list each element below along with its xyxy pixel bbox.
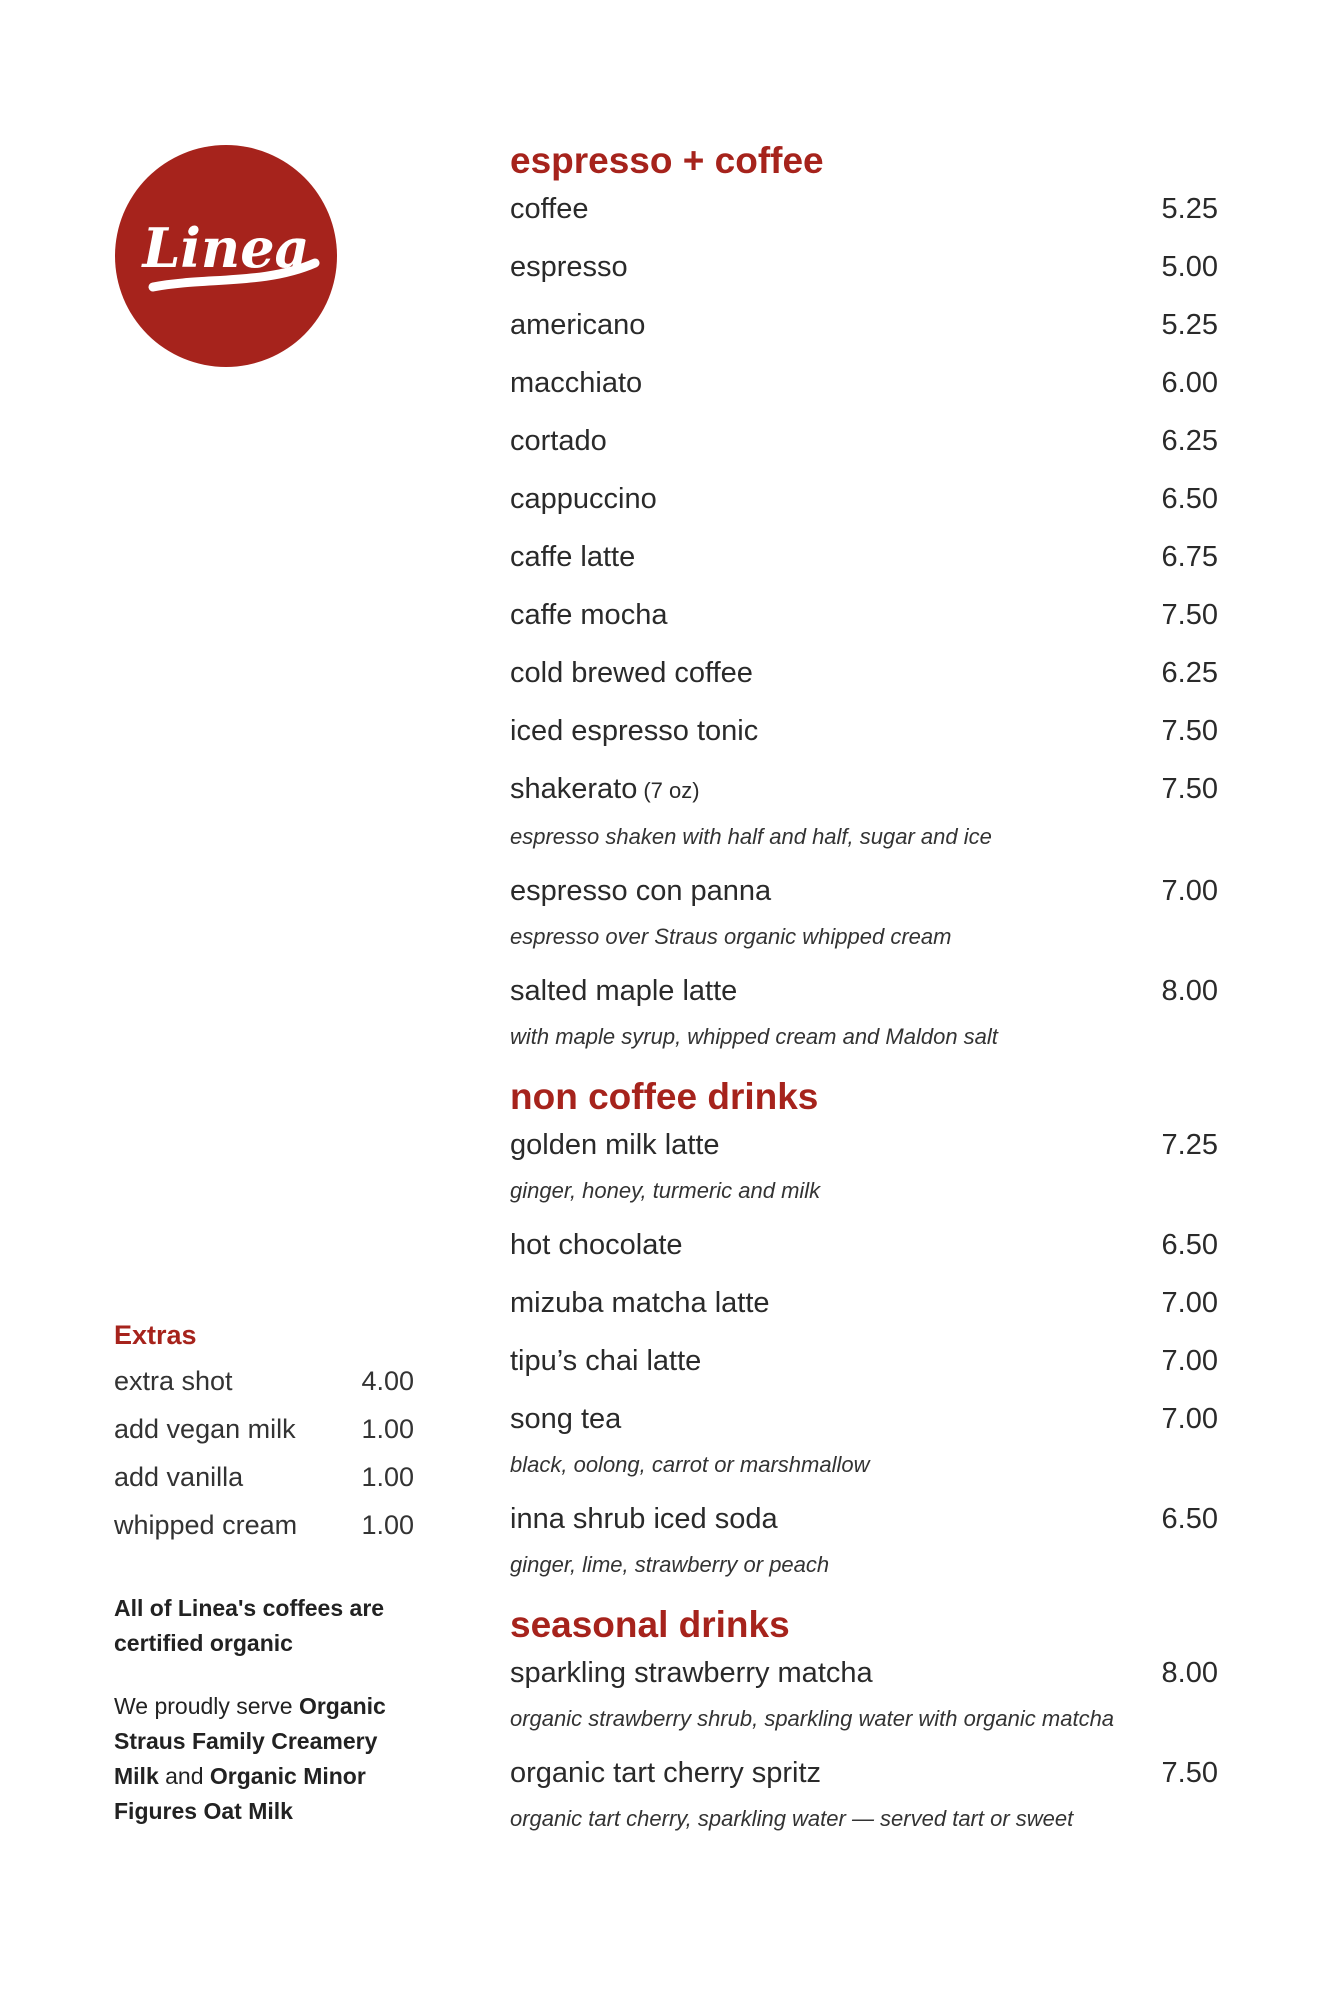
menu-item-name-wrap — [510, 770, 700, 810]
organic-note — [114, 1591, 414, 1829]
menu-item-name: tipu’s chai latte — [510, 1345, 702, 1377]
menu-item-description: ginger, honey, turmeric and milk — [510, 1178, 821, 1203]
extras-item — [114, 1501, 414, 1549]
menu-item-row — [510, 1226, 1218, 1264]
menu-item-name: inna shrub iced soda — [510, 1503, 778, 1535]
section-title: non coffee drinks — [510, 1076, 819, 1117]
extras-item-name: extra shot — [114, 1366, 233, 1396]
extras-item-price: 1.00 — [361, 1510, 414, 1540]
menu-item-name-wrap — [510, 1754, 821, 1792]
menu-item-price: 6.25 — [1161, 425, 1218, 457]
menu-item-name-wrap — [510, 712, 758, 750]
menu-item-price: 6.50 — [1161, 483, 1218, 515]
menu-item-name-wrap — [510, 1500, 778, 1538]
menu-item — [510, 770, 1218, 852]
menu-item — [510, 190, 1218, 228]
menu-item-name-wrap — [510, 972, 737, 1010]
menu-item-row — [510, 538, 1218, 576]
menu-item — [510, 306, 1218, 344]
menu-item-price: 5.25 — [1161, 309, 1218, 341]
menu-item-name: salted maple latte — [510, 975, 738, 1007]
menu-item-name-wrap — [510, 596, 667, 634]
menu-item-name-wrap — [510, 654, 753, 692]
menu-item-price: 6.25 — [1161, 657, 1218, 689]
menu-item-row — [510, 596, 1218, 634]
menu-item-row — [510, 190, 1218, 228]
section-title: seasonal drinks — [510, 1604, 790, 1645]
menu-item-description: espresso over Straus organic whipped cream — [510, 924, 952, 949]
menu-item — [510, 480, 1218, 518]
menu-item-name: espresso con panna — [510, 875, 772, 907]
menu-item-name: organic tart cherry spritz — [510, 1757, 822, 1789]
milk-prefix: We proudly serve — [114, 1693, 299, 1719]
menu-item-size: (7 oz) — [643, 778, 700, 803]
menu-item — [510, 872, 1218, 952]
menu-item-name: song tea — [510, 1403, 622, 1435]
menu-item-row — [510, 1654, 1218, 1692]
menu-item-price: 5.25 — [1161, 193, 1218, 225]
menu-item-price: 7.00 — [1161, 1345, 1218, 1377]
menu-item-name: hot chocolate — [510, 1229, 683, 1261]
extras-title: Extras — [114, 1320, 197, 1350]
menu-item-name-wrap — [510, 364, 642, 402]
menu-item — [510, 1754, 1218, 1834]
menu-item-name-wrap — [510, 190, 588, 228]
menu-item — [510, 712, 1218, 750]
menu-item — [510, 1342, 1218, 1380]
menu-item-name-wrap — [510, 248, 628, 286]
menu-item-description: espresso shaken with half and half, sugar and ice — [510, 824, 992, 849]
organic-statement — [114, 1591, 414, 1661]
menu-item — [510, 1126, 1218, 1206]
menu-item-price: 6.50 — [1161, 1229, 1218, 1261]
menu-item-name: caffe latte — [510, 541, 636, 573]
menu-item-description: organic strawberry shrub, sparkling water with organic matcha — [510, 1706, 1115, 1731]
menu-item — [510, 596, 1218, 634]
menu-item-price: 7.50 — [1161, 773, 1218, 805]
menu-item-name-wrap — [510, 1654, 873, 1692]
extras-item-name: whipped cream — [114, 1510, 298, 1540]
menu-item — [510, 364, 1218, 402]
menu-item — [510, 1654, 1218, 1734]
menu-item-row — [510, 248, 1218, 286]
menu-item-name: cappuccino — [510, 483, 657, 515]
left-column — [114, 1320, 414, 1857]
menu-item-price: 6.00 — [1161, 367, 1218, 399]
extras-item — [114, 1453, 414, 1501]
menu-item-row — [510, 1400, 1218, 1438]
extras-item-name: add vanilla — [114, 1462, 244, 1492]
milk-oat: Organic Minor Figures Oat Milk — [114, 1763, 366, 1824]
menu-item — [510, 422, 1218, 460]
menu-item-description: ginger, lime, strawberry or peach — [510, 1552, 830, 1577]
menu-item-name-wrap — [510, 422, 607, 460]
menu-item-price: 8.00 — [1161, 975, 1218, 1007]
menu-item-row — [510, 1126, 1218, 1164]
menu-item — [510, 248, 1218, 286]
extras-item — [114, 1405, 414, 1453]
menu-item-price: 7.50 — [1161, 1757, 1218, 1789]
menu-item-price: 6.75 — [1161, 541, 1218, 573]
menu-item-name: espresso — [510, 251, 628, 283]
menu-item-price: 7.50 — [1161, 715, 1218, 747]
menu-item-name: macchiato — [510, 367, 643, 399]
menu-item-name: americano — [510, 309, 646, 341]
milk-and: and — [158, 1763, 210, 1789]
menu-item-name: sparkling strawberry matcha — [510, 1657, 873, 1689]
menu-item-description: organic tart cherry, sparkling water — served tart or sweet — [510, 1806, 1074, 1831]
menu-section — [510, 136, 1218, 1052]
menu-section — [510, 1600, 1218, 1834]
menu-item-price: 5.00 — [1161, 251, 1218, 283]
menu-item — [510, 972, 1218, 1052]
menu-item-row — [510, 872, 1218, 910]
menu-item-row — [510, 306, 1218, 344]
menu-item-description: black, oolong, carrot or marshmallow — [510, 1452, 870, 1477]
menu-item-name-wrap — [510, 1400, 621, 1438]
menu-item-description: with maple syrup, whipped cream and Maldon salt — [510, 1024, 998, 1049]
extras-list — [114, 1357, 414, 1549]
extras-item-price: 1.00 — [361, 1462, 414, 1492]
menu-item-name: coffee — [510, 193, 589, 225]
logo-text: Linea — [142, 216, 310, 280]
menu-item-price: 7.50 — [1161, 599, 1218, 631]
extras-item-name: add vegan milk — [114, 1414, 296, 1444]
menu-item — [510, 654, 1218, 692]
menu-item-name-wrap — [510, 1226, 683, 1264]
menu-item-name: shakerato — [510, 773, 638, 805]
menu-item-row — [510, 364, 1218, 402]
menu-item-price: 7.00 — [1161, 875, 1218, 907]
menu-item-price: 7.00 — [1161, 1403, 1218, 1435]
section-title: espresso + coffee — [510, 140, 824, 181]
menu-item-name: cortado — [510, 425, 607, 457]
menu-item — [510, 1284, 1218, 1322]
extras-item — [114, 1357, 414, 1405]
menu-item — [510, 1226, 1218, 1264]
menu-item-name-wrap — [510, 872, 771, 910]
menu-item-name-wrap — [510, 306, 645, 344]
menu-item-row — [510, 972, 1218, 1010]
milk-statement — [114, 1689, 414, 1829]
menu-item-price: 7.25 — [1161, 1129, 1218, 1161]
menu-item-row — [510, 422, 1218, 460]
menu-item-row — [510, 1342, 1218, 1380]
menu-item-name-wrap — [510, 480, 657, 518]
menu-item-price: 6.50 — [1161, 1503, 1218, 1535]
menu-item-name-wrap — [510, 538, 635, 576]
menu-item-row — [510, 1500, 1218, 1538]
menu-item-name: iced espresso tonic — [510, 715, 759, 747]
menu-item-price: 8.00 — [1161, 1657, 1218, 1689]
organic-statement-text: All of Linea's coffees are certified organic — [114, 1595, 385, 1656]
menu-item-row — [510, 480, 1218, 518]
menu-item-row — [510, 1284, 1218, 1322]
menu-item-row — [510, 1754, 1218, 1792]
menu-item-price: 7.00 — [1161, 1287, 1218, 1319]
drinks-menu — [510, 136, 1218, 1854]
linea-logo — [115, 145, 337, 367]
extras-item-price: 1.00 — [361, 1414, 414, 1444]
menu-item-name: caffe mocha — [510, 599, 668, 631]
menu-item — [510, 538, 1218, 576]
menu-item — [510, 1500, 1218, 1580]
menu-item-row — [510, 770, 1218, 810]
menu-item-name-wrap — [510, 1342, 701, 1380]
extras-item-price: 4.00 — [361, 1366, 414, 1396]
menu-item-row — [510, 712, 1218, 750]
menu-item-name: mizuba matcha latte — [510, 1287, 770, 1319]
milk-straus: Organic Straus Family Creamery Milk — [114, 1693, 386, 1789]
menu-item-row — [510, 654, 1218, 692]
logo-icon — [115, 145, 337, 367]
menu-item — [510, 1400, 1218, 1480]
menu-section — [510, 1072, 1218, 1580]
menu-item-name-wrap — [510, 1126, 720, 1164]
menu-item-name-wrap — [510, 1284, 770, 1322]
menu-item-name: cold brewed coffee — [510, 657, 753, 689]
menu-item-name: golden milk latte — [510, 1129, 720, 1161]
